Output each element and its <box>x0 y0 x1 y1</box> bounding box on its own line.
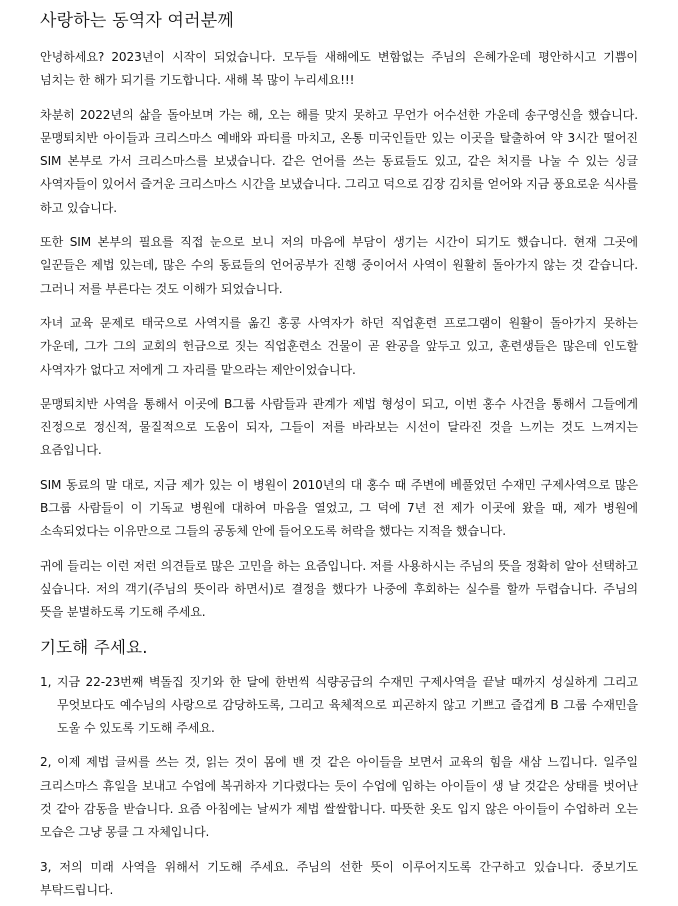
prayer-item: 1, 지금 22-23번째 벽돌집 짓기와 한 달에 한번씩 식량공급의 수재민 구제사역을 끝날 때까지 성실하게 그리고 무엇보다도 예수님의 사랑으로 감당하도록, 그리고 육체적으로 피곤하지 않고 기쁘고 즐겁게 B 그룹 수재민을 도울 수 있도록 기도해 주세요. <box>40 674 638 736</box>
paragraph-new-year: 안녕하세요? 2023년이 시작이 되었습니다. 모두들 새해에도 변함없는 주님의 은혜가운데 평안하시고 기쁨이 넘치는 한 해가 되기를 기도합니다. 새해 복 많이 누리세요!!! <box>40 50 638 88</box>
prayer-item: 3, 저의 미래 사역을 위해서 기도해 주세요. 주님의 선한 뜻이 이루어지도록 간구하고 있습니다. 중보기도 부탁드립니다. <box>40 859 638 897</box>
paragraph-job-training-offer: 자녀 교육 문제로 태국으로 사역지를 옮긴 홍콩 사역자가 하던 직업훈련 프로그램이 원활이 돌아가지 못하는 가운데, 그가 그의 교회의 헌금으로 짓는 직업훈련소 건물이 곧 완공을 앞두고 있고, 훈련생들은 많은데 인도할 사역자가 없다고 저에게 그 자리를 맡으라는 제안이었습니다. <box>40 315 638 377</box>
paragraph-sim-needs: 또한 SIM 본부의 필요를 직접 눈으로 보니 저의 마음에 부담이 생기는 시간이 되기도 했습니다. 현재 그곳에 일꾼들은 제법 있는데, 많은 수의 동료들의 언어공부가 진행 중이어서 사역이 원활히 돌아가지 않는 것 같습니다. 그러니 저를 부른다는 것도 이해가 되었습니다. <box>40 235 638 296</box>
letter-greeting: 사랑하는 동역자 여러분께 <box>40 11 235 31</box>
paragraph-literacy-class: 문맹퇴치반 사역을 통해서 이곳에 B그룹 사람들과 관계가 제법 형성이 되고, 이번 홍수 사건을 통해서 그들에게 진정으로 정신적, 물질적으로 도움이 되자, 그들이 저를 바라보는 시선이 달라진 것을 느끼는 것도 느껴지는 요즘입니다. <box>40 396 638 458</box>
paragraph-christmas: 차분히 2022년의 삶을 돌아보며 가는 해, 오는 해를 맞지 못하고 무언가 어수선한 가운데 송구영신을 했습니다. 문맹퇴치반 아이들과 크리스마스 예배와 파티를 마치고, 온통 미국인들만 있는 이곳을 탈출하여 약 3시간 떨어진 SIM 본부로 가서 크리스마스를 보냈습니다. 같은 언어를 쓰는 동료들도 있고, 같은 처지를 나눌 수 있는 싱글 사역자들이 있어서 즐거운 크리스마스 시간을 보냈습니다. 그리고 덕으로 김장 김치를 얻어와 지금 풍요로운 식사를 하고 있습니다. <box>40 107 638 215</box>
prayer-heading: 기도해 주세요. <box>40 637 148 657</box>
paragraph-discernment: 귀에 들리는 이런 저런 의견들로 많은 고민을 하는 요즘입니다. 저를 사용하시는 주님의 뜻을 정확히 알아 선택하고 싶습니다. 저의 객기(주님의 뜻이라 하면서)로 결정을 했다가 나중에 후회하는 실수를 할까 두렵습니다. 주님의 뜻을 분별하도록 기도해 주세요. <box>40 558 638 620</box>
prayer-item: 2, 이제 제법 글씨를 쓰는 것, 읽는 것이 몸에 밴 것 같은 아이들을 보면서 교육의 힘을 새삼 느낍니다. 일주일 크리스마스 휴일을 보내고 수업에 복귀하자 기다렸다는 듯이 수업에 임하는 아이들이 생 날 것같은 상태를 벗어난 것 같아 감동을 받습니다. 요즘 아침에는 날씨가 제법 쌀쌀합니다. 따뜻한 옷도 입지 않은 아이들이 수업하러 오는 모습은 그냥 몽클 그 자체입니다. <box>40 755 638 840</box>
paragraph-hospital-history: SIM 동료의 말 대로, 지금 제가 있는 이 병원이 2010년의 대 홍수 때 주변에 베풀었던 수재민 구제사역으로 많은 B그룹 사람들이 이 기독교 병원에 대하여 마음을 열었고, 그 덕에 7년 전 제가 이곳에 왔을 때, 제가 병원에 소속되었다는 이유만으로 그들의 공동체 안에 들어오도록 허락을 했다는 지적을 했습니다. <box>40 477 638 539</box>
